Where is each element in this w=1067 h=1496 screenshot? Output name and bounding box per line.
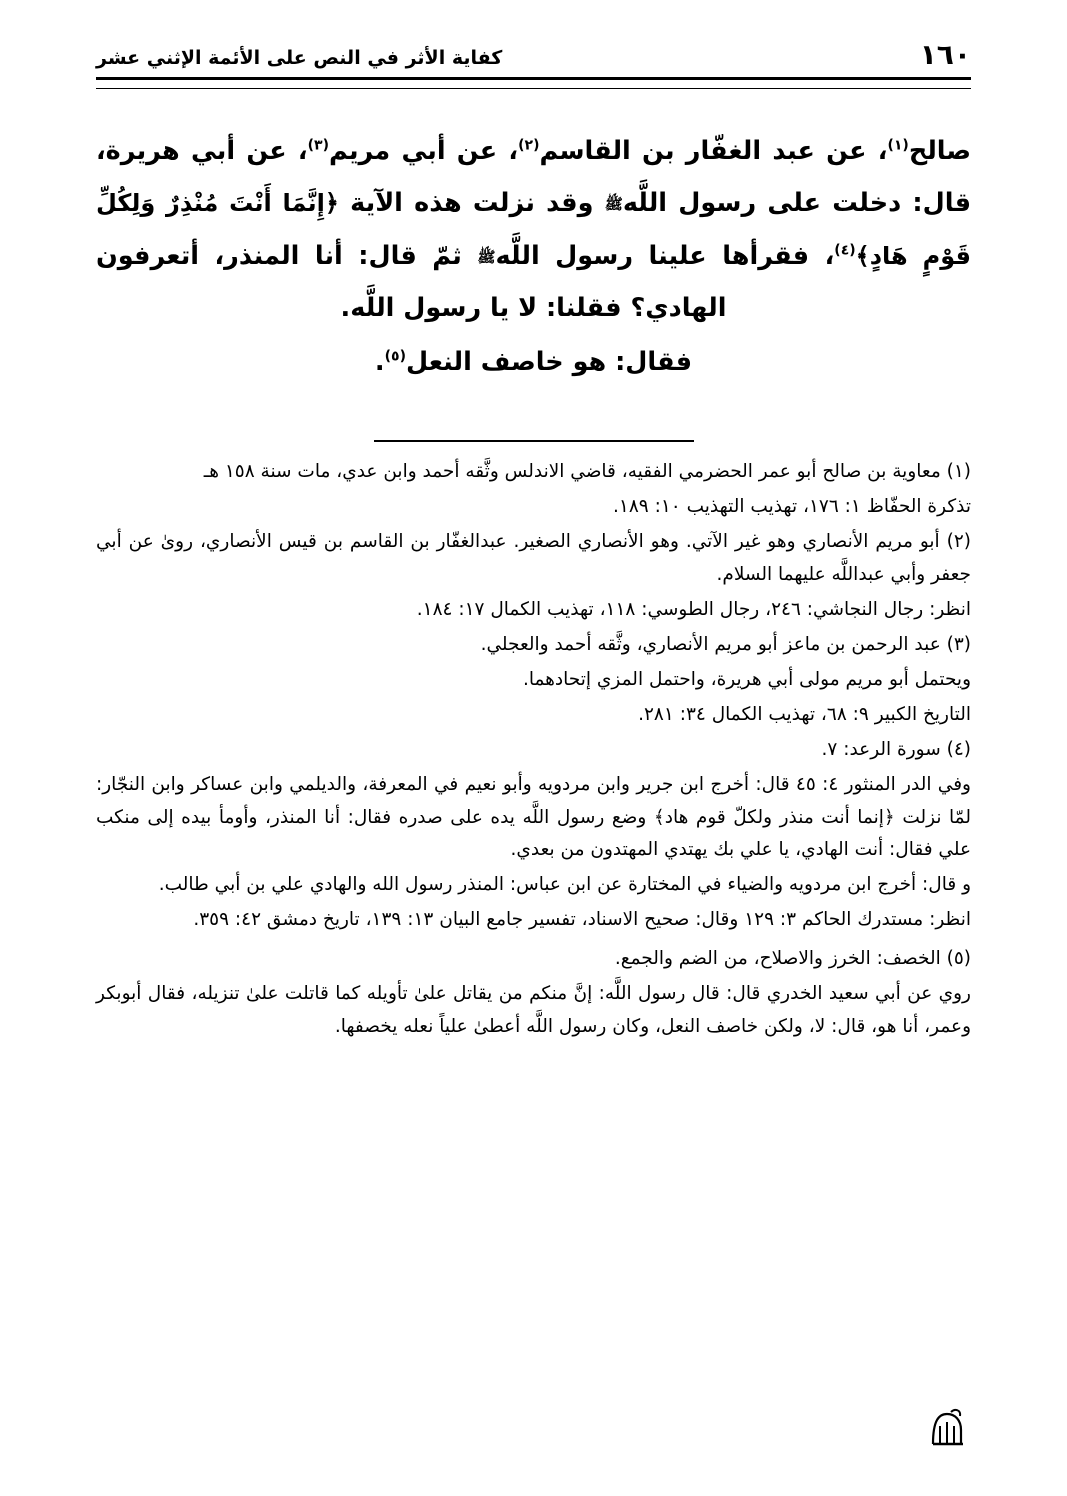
main-line-3: علينا رسول اللَّهﷺ ثمّ قال: أنا المنذر، أتعرفون الهادي؟ فقلنا: لا يا رسول اللَّه. bbox=[96, 240, 727, 323]
page-header bbox=[96, 38, 971, 71]
footnote-marker-5: (٥) bbox=[384, 348, 406, 365]
main-line-1: صالح$^{(١)}$، عن عبد الغفّار بن القاسم$^{(٢)}$، عن أبي مريم$^{(٣)}$، عن أبي هريرة، قال: دخلت bbox=[96, 136, 972, 219]
footnote-5: (٥) الخصف: الخرز والاصلاح، من الضم والجمع. bbox=[614, 948, 971, 970]
header-divider-thick bbox=[96, 77, 971, 80]
footnote-4-note: وفي الدر المنثور ٤: ٤٥ قال: أخرج ابن جرير وابن مردويه وأبو نعيم في المعرفة، والديلمي وابن عساكر وابن النجّار: لمّا نزلت ﴿إنما أنت منذر ولكلّ قوم هاد﴾ وضع رسول اللَّه يده على صدره فقال: أنا المنذر، وأومأ بيده إلى منكب علي فقال: أنت الهادي، يا علي بك يهتدي المهتدون من بعدي. bbox=[96, 773, 971, 861]
main-line-4: فقال: هو خاصف النعل$^{(٥)}$. bbox=[374, 347, 693, 378]
sallallahu-icon: ﷺ bbox=[477, 247, 496, 266]
sallallahu-icon: ﷺ bbox=[604, 195, 623, 214]
header-divider-thin bbox=[96, 88, 971, 89]
main-line-2: على رسول اللَّهﷺ وقد نزلت هذه الآية ﴿إِنَّمَا أَنْتَ مُنْذِرٌ وَلِكُلِّ قَوْمٍ هَادٍ﴾$^{(٤)}$، فقرأها bbox=[96, 188, 971, 271]
footnote-marker-2: (٢) bbox=[518, 137, 540, 154]
decorative-seal-icon bbox=[927, 1406, 971, 1450]
footnote-2-source: انظر: رجال النجاشي: ٢٤٦، رجال الطوسي: ١١٨، تهذيب الكمال ١٧: ١٨٤. bbox=[416, 599, 971, 621]
main-body-text bbox=[96, 125, 971, 388]
footnote-separator bbox=[374, 440, 694, 442]
footnote-4-source: انظر: مستدرك الحاكم ٣: ١٢٩ وقال: صحيح الاسناد، تفسير جامع البيان ١٣: ١٣٩، تاريخ دمشق ٤٢: ٣٥٩. bbox=[193, 909, 971, 931]
footnote-1-source: تذكرة الحفّاظ ١: ١٧٦، تهذيب التهذيب ١٠: ١٨٩. bbox=[613, 496, 971, 518]
footnotes-section bbox=[96, 456, 971, 1044]
book-title: كفاية الأثر في النص على الأئمة الإثني عشر bbox=[96, 47, 503, 69]
footnote-3-note: ويحتمل أبو مريم مولى أبي هريرة، واحتمل المزي إتحادهما. bbox=[522, 668, 971, 690]
footnote-marker-1: (١) bbox=[887, 137, 909, 154]
page-number: ١٦٠ bbox=[919, 38, 971, 71]
footnote-marker-4: (٤) bbox=[834, 242, 856, 259]
footnote-3-source: التاريخ الكبير ٩: ٦٨، تهذيب الكمال ٣٤: ٢٨١. bbox=[638, 703, 971, 725]
footnote-2: (٢) أبو مريم الأنصاري وهو غير الآتي. وهو الأنصاري الصغير. عبدالغفّار بن القاسم بن قيس الأنصاري، روىٰ عن أبي جعفر وأبي عبداللَّه عليهما السلام. bbox=[96, 531, 971, 586]
footnote-4: (٤) سورة الرعد: ٧. bbox=[821, 738, 971, 760]
footnote-3: (٣) عبد الرحمن بن ماعز أبو مريم الأنصاري، وثَّقه أحمد والعجلي. bbox=[480, 633, 971, 655]
footnote-1: (١) معاوية بن صالح أبو عمر الحضرمي الفقيه، قاضي الاندلس وثَّقه أحمد وابن عدي، مات سنة ١٥٨ هـ bbox=[203, 461, 971, 483]
footnote-marker-3: (٣) bbox=[307, 137, 329, 154]
footnote-4-note-2: و قال: أخرج ابن مردويه والضياء في المختارة عن ابن عباس: المنذر رسول الله والهادي علي بن أبي طالب. bbox=[158, 874, 971, 896]
quran-verse: ﴿إِنَّمَا أَنْتَ مُنْذِرٌ وَلِكُلِّ قَوْمٍ هَادٍ﴾ bbox=[96, 189, 971, 270]
footnote-5-note: روي عن أبي سعيد الخدري قال: قال رسول اللَّه: إنَّ منكم من يقاتل علىٰ تأويله كما قاتلت علىٰ تنزيله، فقال أبوبكر وعمر، أنا هو، قال: لا، ولكن خاصف النعل، وكان رسول اللَّه أعطىٰ علياً نعله يخصفها. bbox=[96, 983, 971, 1038]
